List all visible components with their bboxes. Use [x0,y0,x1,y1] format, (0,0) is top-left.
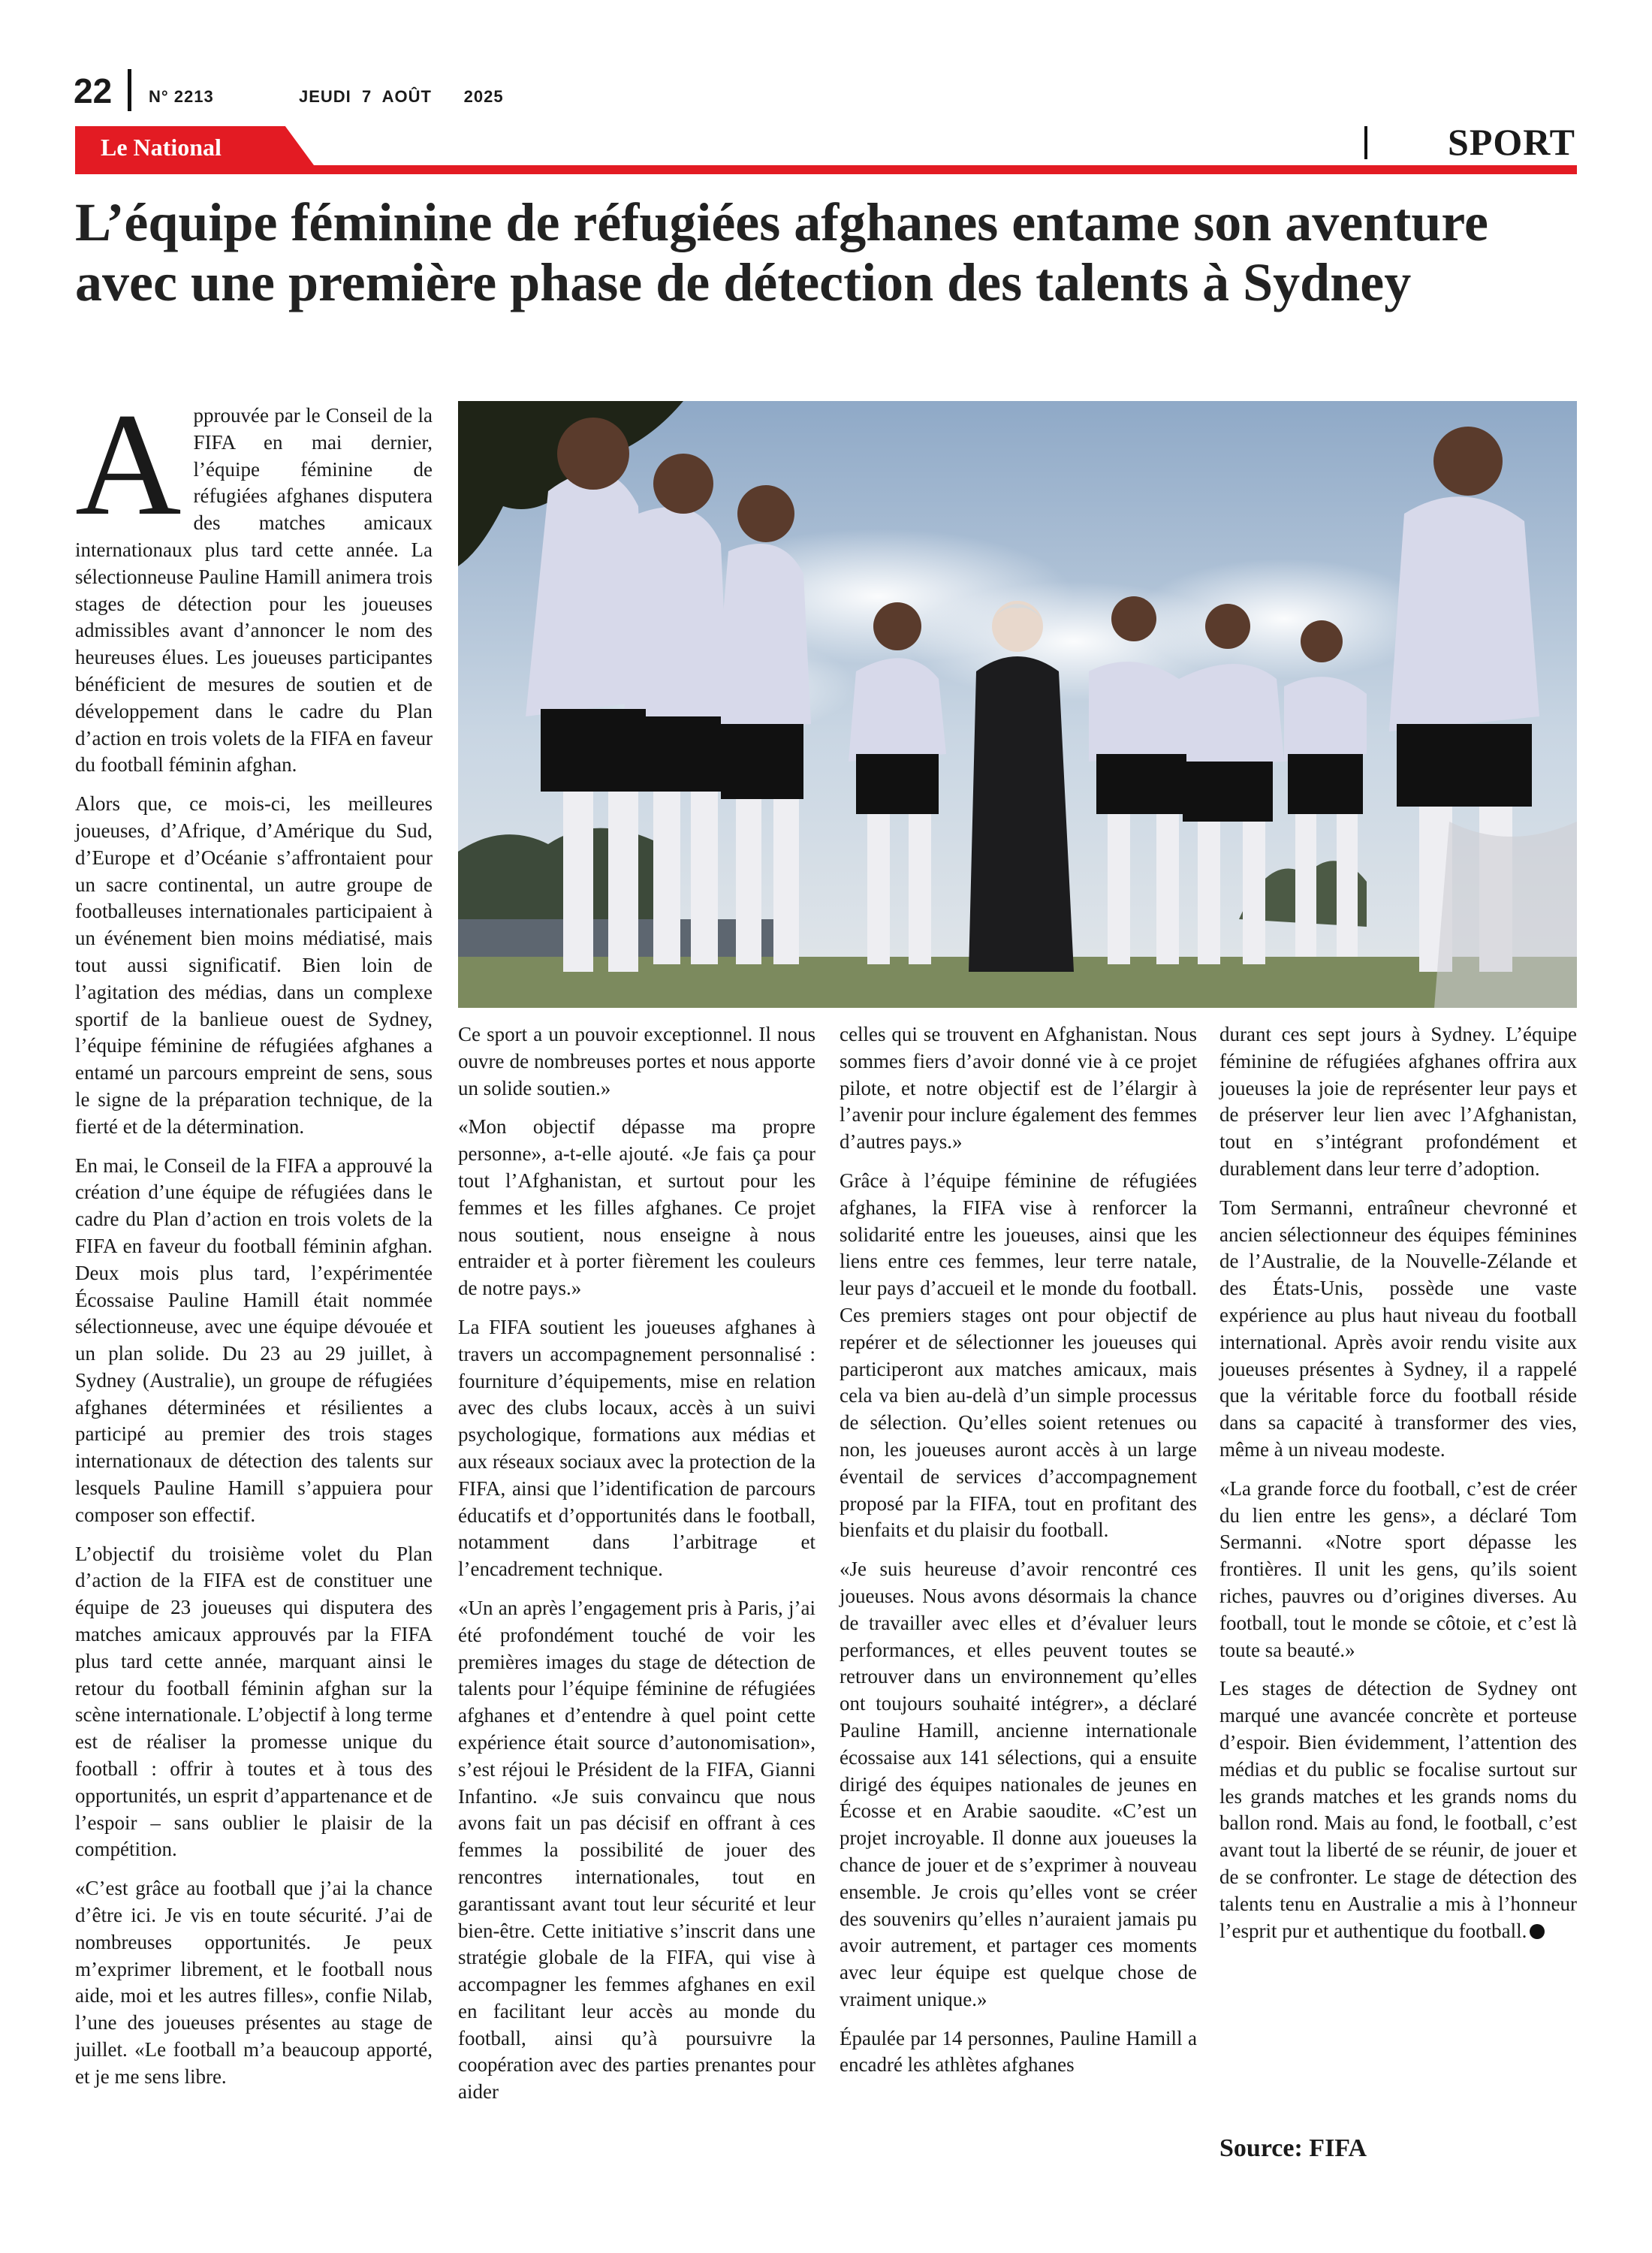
paragraph: «C’est grâce au football que j’ai la chance d’être ici. Je vis en toute sécurité. J’ai de nombreuses opportunités. Je peux m’exprimer librement, et le football nous aide, moi et les autres filles», confie Nilab, l’une des joueuses présentes au stage de juillet. «Le football m’a beaucoup apporté, et je me sens libre. [75,1877,433,2088]
paragraph: «Je suis heureuse d’avoir rencontré ces joueuses. Nous avons désormais la chance de travailler avec elles et d’évaluer leurs performances, et elles peuvent toutes se retrouver dans un environnement qu’elles ont toujours souhaité intégrer», a déclaré Pauline Hamill, ancienne internationale écossaise aux 141 sélections, qui a ensuite dirigé des équipes nationales de jeunes en Écosse et en Arabie saoudite. «C’est un projet incroyable. Il donne aux joueuses la chance de jouer et de s’exprimer à nouveau ensemble. Je crois qu’elles vont se créer des souvenirs qu’elles n’auraient jamais pu avoir autrement, et partager ces moments avec leur équipe est quelque chose de vraiment unique.» [840,1558,1197,2010]
paragraph: «La grande force du football, c’est de créer du lien entre les gens», a déclaré Tom Sermanni. «Notre sport dépasse les frontières. Il unit les gens, qu’ils soient riches, pauvres ou d’origines diverses. Au football, tout le monde se côtoie, et c’est là toute sa beauté.» [1219,1476,1577,1661]
article-column-3 [840,1021,1197,2091]
lead-text: pprouvée par le Conseil de la FIFA en mai dernier, l’équipe féminine de réfugiées afghanes disputera des matches amicaux internationaux plus tard cette année. La sélectionneuse Pauline Hamill animera trois stages de détection pour les joueuses admissibles avant d’annoncer le nom des heureuses élues. Les joueuses participantes bénéficient de mesures de soutien et de développement dans le cadre du Plan d’action en trois volets de la FIFA en faveur du football féminin afghan. [75,404,433,777]
paragraph: La FIFA soutient les joueuses afghanes à travers un accompagnement personnalisé : fourniture d’équipements, mise en relation avec des clubs locaux, accès à un suivi psychologique, formations aux médias et aux réseaux sociaux avec la protection de la FIFA, ainsi que l’identification de parcours éducatifs et d’opportunités dans le football, notamment dans l’arbitrage et l’encadrement technique. [458,1315,815,1581]
issue-number: N° 2213 [149,87,214,106]
section-divider [1364,126,1367,159]
closing-paragraph [1219,1675,1577,1944]
issue-date: JEUDI 7 AOÛT 2025 [299,87,504,106]
lead-paragraph [75,383,433,779]
page-number: 22 [74,71,113,110]
end-mark-icon [1530,1924,1545,1939]
article-column-1 [75,383,433,2103]
paragraph: En mai, le Conseil de la FIFA a approuvé la création d’une équipe de réfugiées dans le cadre du Plan d’action en trois volets de la FIFA en faveur du football féminin afghan. Deux mois plus tard, l’expérimentée Écossaise Pauline Hamill était nommée sélectionneuse, avec une équipe dévouée et un plan solide. Du 23 au 29 juillet, à Sydney (Australie), un groupe de réfugiées afghanes déterminées et résilientes a participé au premier des trois stages internationaux de détection des talents sur lesquels Pauline Hamill s’appuiera pour composer son effectif. [75,1154,433,1526]
article-column-4 [1219,1021,1577,1956]
article-source: Source: FIFA [1219,2134,1367,2162]
paragraph: «Un an après l’engagement pris à Paris, j’ai été profondément touché de voir les premières images du stage de détection de talents pour l’équipe féminine de réfugiées afghanes et d’entendre à quel point cette expérience était source d’autonomisation», s’est réjoui le Président de la FIFA, Gianni Infantino. «Je suis convaincu que nous avons fait un pas décisif en offrant à ces femmes la possibilité de jouer des rencontres internationales, tout en garantissant avant tout leur sécurité et leur bien-être. Cette initiative s’inscrit dans une stratégie globale de la FIFA, qui vise à accompagner les femmes afghanes en exil en facilitant leur accès au monde du football, ainsi qu’à poursuivre la coopération avec des parties prenantes pour aider [458,1596,815,2104]
paragraph: celles qui se trouvent en Afghanistan. Nous sommes fiers d’avoir donné vie à ce projet pilote, et notre objectif est de l’élargir à l’avenir pour inclure également des femmes d’autres pays.» [840,1023,1197,1154]
paragraph: Tom Sermanni, entraîneur chevronné et ancien sélectionneur des équipes féminines de l’Australie, de la Nouvelle-Zélande et des États-Unis, possède une vaste expérience au plus haut niveau du football international. Après avoir rendu visite aux joueuses présentes à Sydney, il a rappelé que la véritable force du football réside dans sa capacité à transformer des vies, même à un niveau modeste. [1219,1196,1577,1461]
header-rule [75,165,1577,174]
paragraph: durant ces sept jours à Sydney. L’équipe féminine de réfugiées afghanes offrira aux joueuses la joie de représenter leur pays et de préserver leur lien avec l’Afghanistan, tout en s’intégrant profondément et durablement dans leur terre d’adoption. [1219,1023,1577,1180]
paragraph: Ce sport a un pouvoir exceptionnel. Il nous ouvre de nombreuses portes et nous apporte un solide soutien.» [458,1023,815,1099]
brand-name: Le National [101,134,222,161]
paragraph: Épaulée par 14 personnes, Pauline Hamill a encadré les athlètes afghanes [840,2026,1197,2077]
paragraph: L’objectif du troisième volet du Plan d’action de la FIFA est de constituer une équipe de 23 joueuses qui disputera des matches amicaux approuvés par la FIFA plus tard cette année, marquant ainsi le retour du football féminin afghan sur la scène internationale. L’objectif à long terme est de réaliser la promesse unique du football : offrir à toutes et à tous des opportunités, un esprit d’appartenance et de l’espoir – sans oublier le plaisir de la compétition. [75,1542,433,1861]
paragraph: Alors que, ce mois-ci, les meilleures joueuses, d’Afrique, d’Amérique du Sud, d’Europe et d’Océanie s’affrontaient pour un sacre continental, un autre groupe de footballeuses internationales participaient à un événement bien moins médiatisé, mais tout aussi significatif. Bien loin de l’agitation des médias, dans un complexe sportif de la banlieue ouest de Sydney, l’équipe féminine de réfugiées afghanes a entamé un parcours empreint de sens, sous le signe de la préparation technique, de la fierté et de la détermination. [75,792,433,1138]
article-headline: L’équipe féminine de réfugiées afghanes entame son aventure avec une première phase de détection des talents à Sydney [75,192,1488,312]
section-label: SPORT [1448,121,1575,163]
dropcap: A [75,383,182,546]
header-divider [128,69,131,111]
article-photo [458,401,1577,1008]
closing-text: Les stages de détection de Sydney ont marqué une avancée concrète et porteuse d’espoir. Bien évidemment, l’attention des médias et du public se focalise surtout sur les grands matches et les grands noms du ballon rond. Mais au fond, le football, c’est avant tout la liberté de se réunir, de jouer et de se confronter. Le stage de détection des talents tenu en Australie a mis à l’honneur l’esprit pur et authentique du football. [1219,1677,1577,1942]
team-huddle-illustration [458,401,1577,1008]
paragraph: «Mon objectif dépasse ma propre personne», a-t-elle ajouté. «Je fais ça pour tout l’Afghanistan, et surtout pour les femmes et les filles afghanes. Ce projet nous soutient, nous enseigne à nous entraider et à porter fièrement les couleurs de notre pays.» [458,1115,815,1300]
article-column-2 [458,1021,815,2118]
paragraph: Grâce à l’équipe féminine de réfugiées afghanes, la FIFA vise à renforcer la solidarité entre les joueuses, ainsi que les liens entre ces femmes, leur terre natale, leur pays d’accueil et le monde du football. Ces premiers stages ont pour objectif de repérer et de sélectionner les joueuses qui participeront aux matches amicaux, mais cela va bien au-delà d’un simple processus de sélection. Qu’elles soient retenues ou non, les joueuses auront accès à un large éventail de services d’accompagnement proposé par la FIFA, tout en profitant des bienfaits et du plaisir du football. [840,1169,1197,1542]
